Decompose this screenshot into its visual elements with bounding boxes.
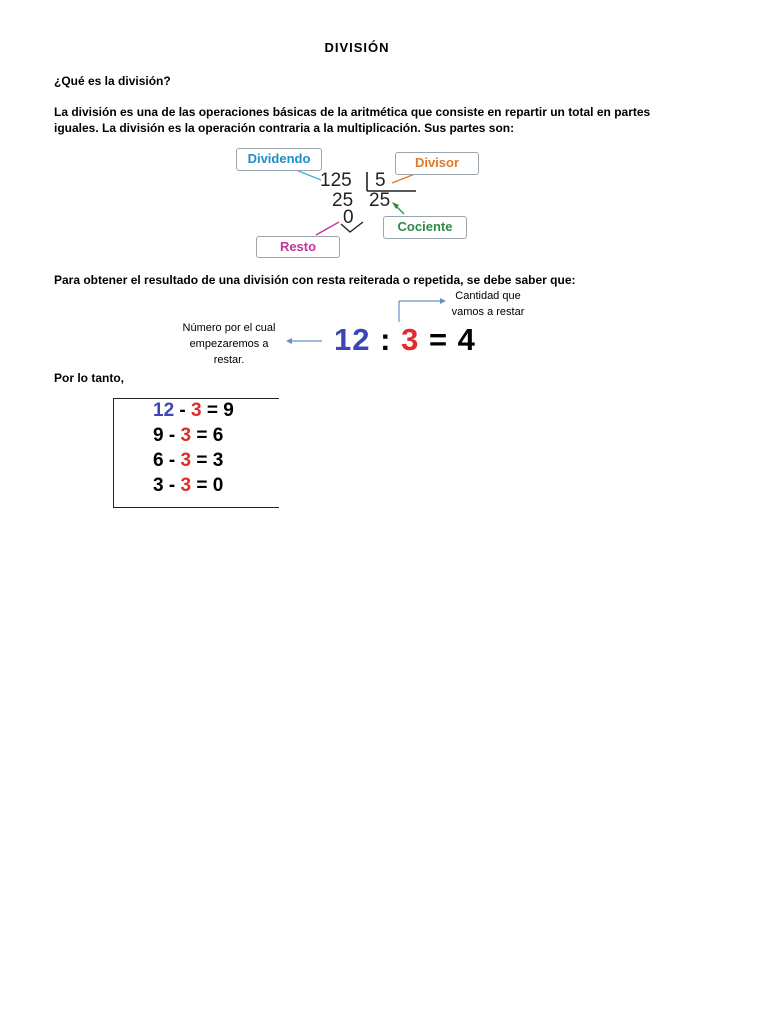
note-left-line-1: Número por el cual: [182, 322, 276, 334]
step-4-a: 3: [153, 475, 164, 496]
step-2-r: 6: [212, 425, 224, 446]
question-heading: ¿Qué es la división?: [54, 74, 171, 88]
page-title: DIVISIÓN: [324, 40, 390, 55]
note-top-line-2: vamos a restar: [451, 306, 525, 318]
partial-value: 25: [332, 190, 354, 211]
step-2-minus: -: [168, 425, 176, 446]
example-divisor: 3: [401, 322, 420, 357]
step-3-eq: =: [196, 450, 208, 471]
step-3-a: 6: [153, 450, 164, 471]
definition-line-1: La división es una de las operaciones básicas de la aritmética que consiste en repartir un total en partes: [54, 105, 651, 119]
diagram-connectors: [0, 0, 768, 300]
step-4-r: 0: [212, 475, 224, 496]
quotient-label: Cociente: [383, 216, 467, 239]
step-1-r: 9: [223, 400, 234, 421]
example-equation: [334, 322, 476, 358]
note-left: [170, 320, 288, 368]
dividend-connector: [296, 170, 321, 180]
step-1-minus: -: [179, 400, 186, 421]
dividend-label: Dividendo: [236, 148, 322, 171]
step-3-minus: -: [168, 450, 176, 471]
step-3-b: 3: [180, 450, 192, 471]
division-diagram: [0, 0, 768, 300]
dividend-value: 125: [320, 170, 352, 191]
divisor-label: Divisor: [395, 152, 479, 175]
definition-line-2: iguales. La división es la operación contraria a la multiplicación. Sus partes son:: [54, 121, 515, 135]
step-row-2: [153, 425, 223, 447]
remainder-connector: [316, 222, 339, 235]
example-dividend: 12: [334, 322, 371, 357]
quotient-value: 25: [369, 190, 391, 211]
step-2-eq: =: [196, 425, 208, 446]
step-3-r: 3: [212, 450, 224, 471]
step-row-4: [153, 475, 223, 497]
note-left-line-2: empezaremos a: [189, 338, 269, 350]
step-row-3: [153, 450, 223, 472]
step-4-b: 3: [180, 475, 192, 496]
example-result: 4: [457, 322, 476, 357]
note-top-line-1: Cantidad que: [455, 290, 521, 302]
remainder-label: Resto: [256, 236, 340, 258]
example-section: [0, 280, 768, 380]
example-equals: =: [428, 322, 449, 357]
step-row-1: [153, 400, 234, 422]
step-4-minus: -: [168, 475, 176, 496]
step-1-a: 12: [153, 400, 175, 421]
step-2-b: 3: [180, 425, 192, 446]
repeated-subtraction-text: Para obtener el resultado de una división con resta reiterada o repetida, se debe saber que:: [54, 273, 576, 287]
remainder-value: 0: [343, 207, 354, 228]
note-top: [440, 288, 536, 320]
step-2-a: 9: [153, 425, 164, 446]
divisor-value: 5: [375, 170, 386, 191]
step-1-b: 3: [191, 400, 202, 421]
step-4-eq: =: [196, 475, 208, 496]
therefore-text: Por lo tanto,: [54, 371, 124, 385]
note-left-line-3: restar.: [213, 354, 245, 366]
example-colon: :: [380, 322, 392, 357]
step-1-eq: =: [206, 400, 218, 421]
